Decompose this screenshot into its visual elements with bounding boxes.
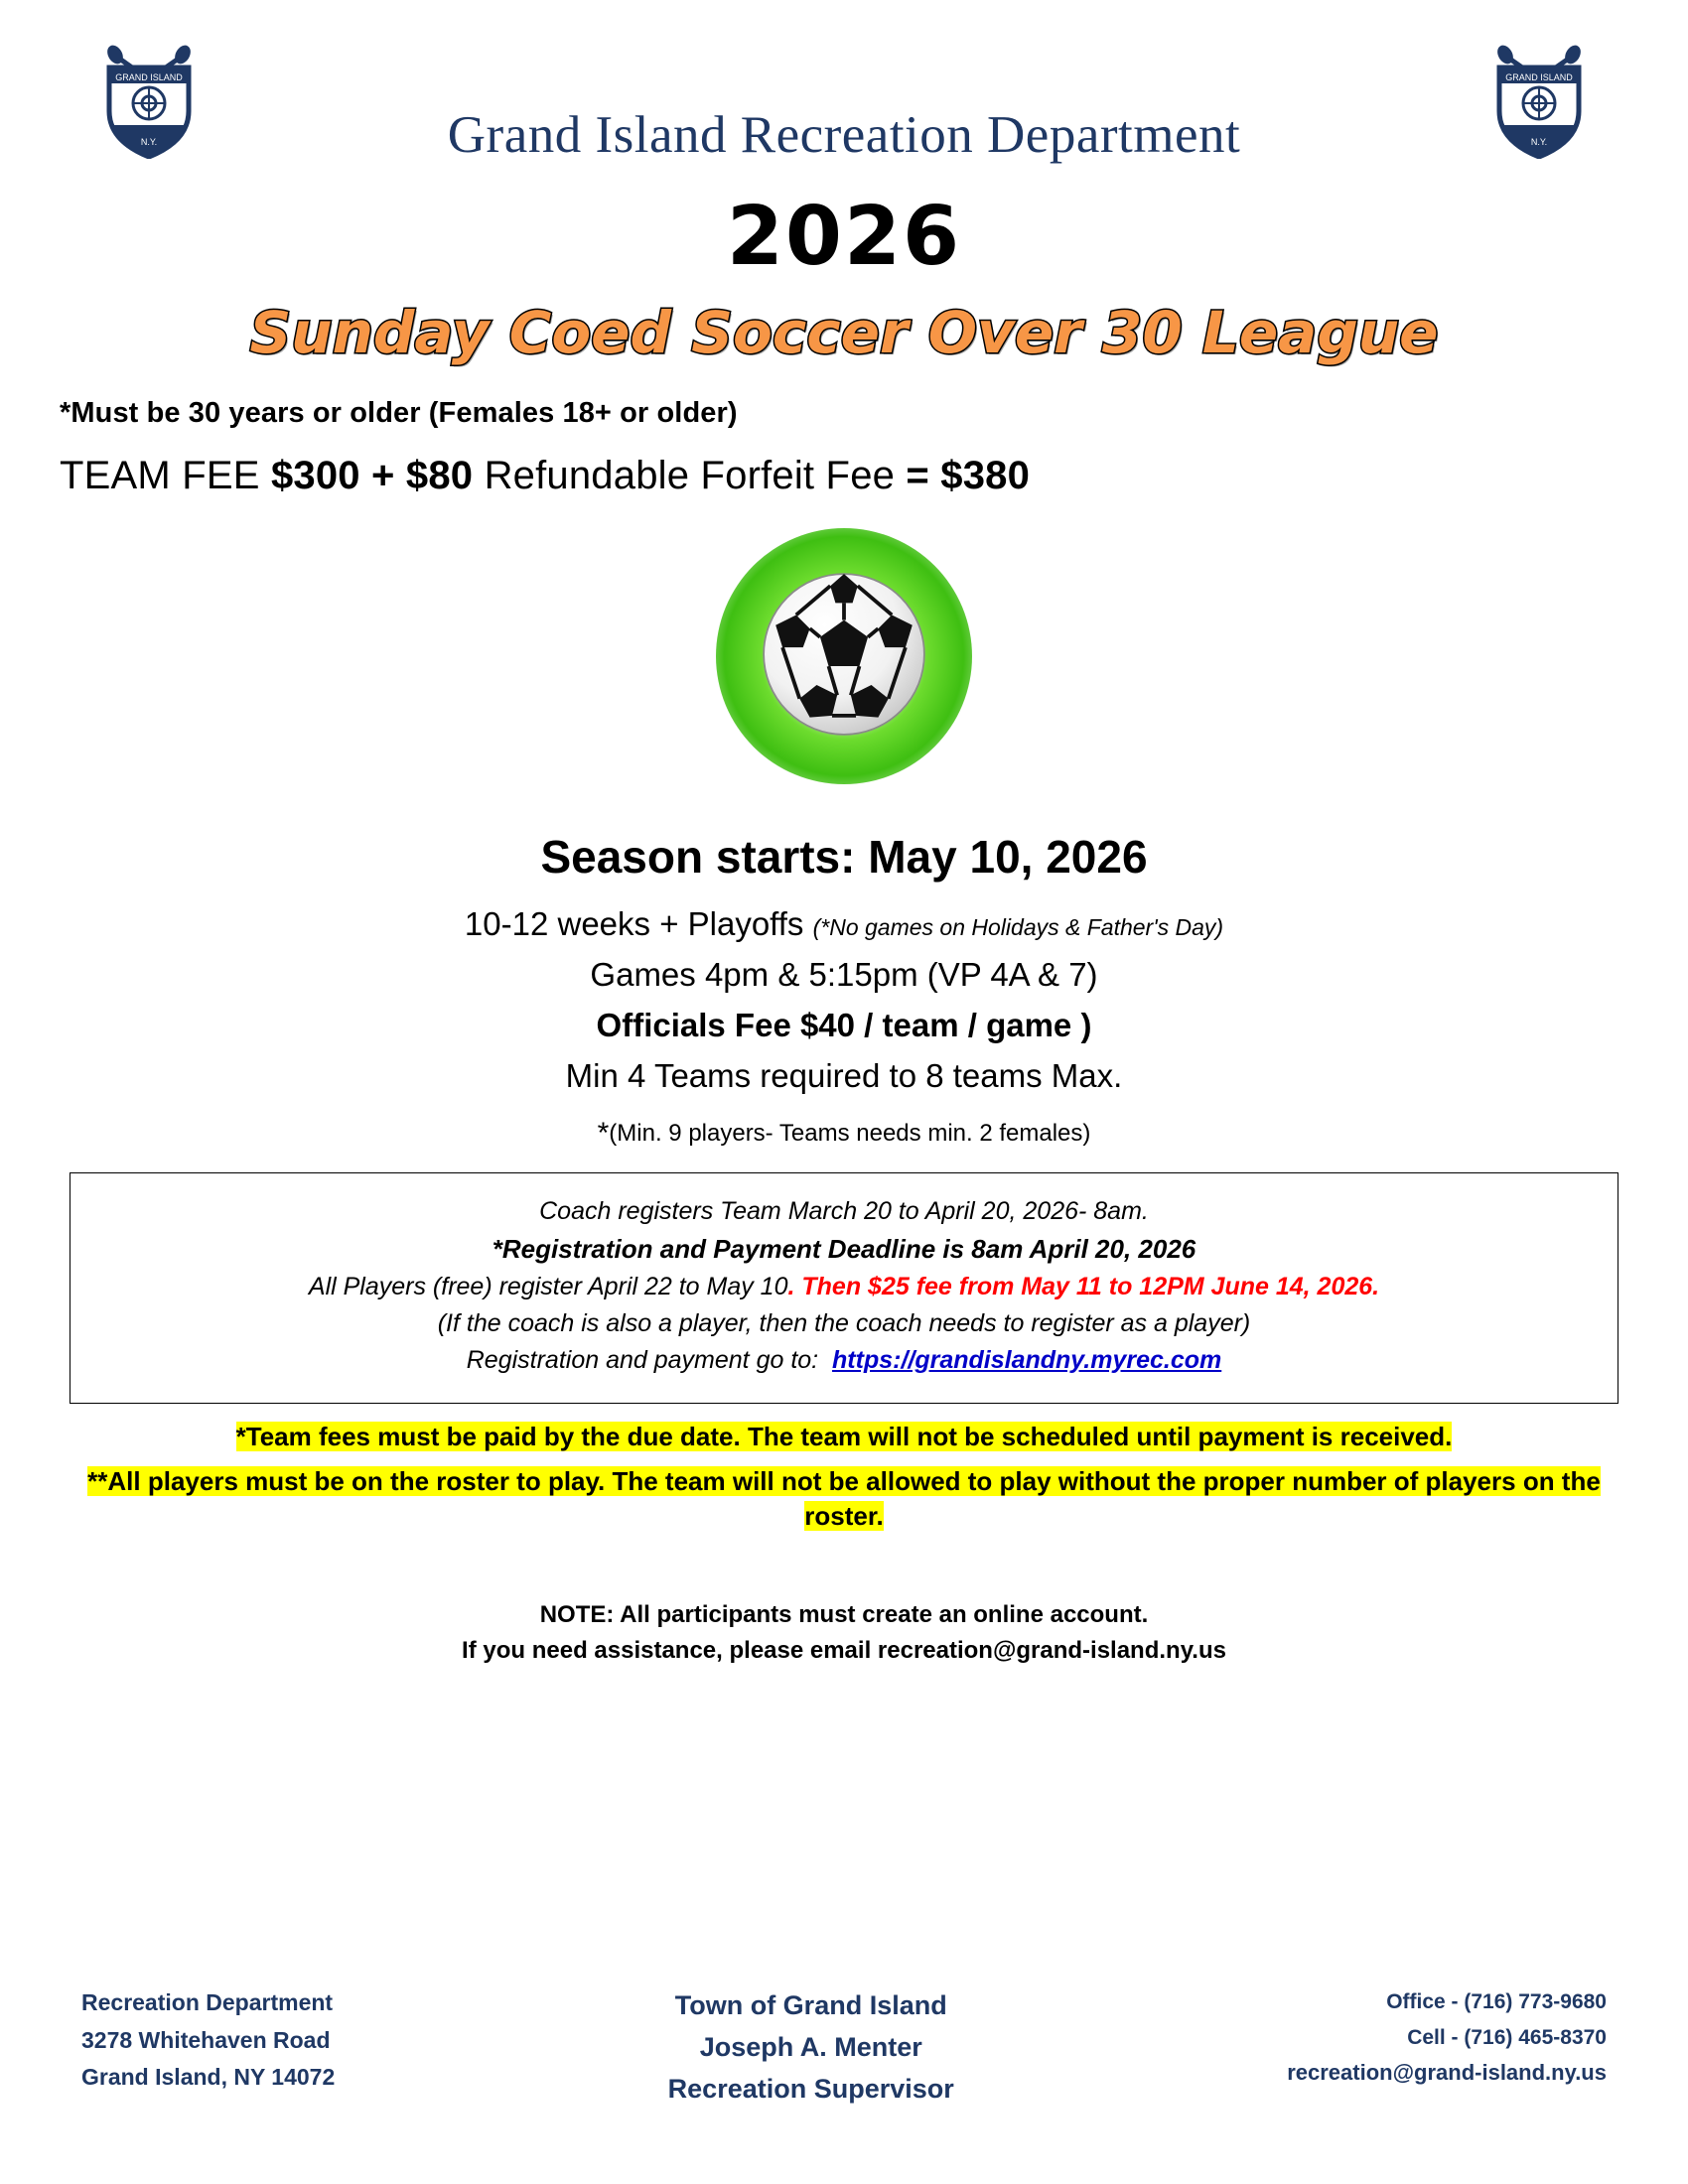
svg-text:GRAND ISLAND: GRAND ISLAND <box>115 72 183 82</box>
league-heading-wrap <box>60 299 1628 366</box>
reg-deadline-line: *Registration and Payment Deadline is 8am April 20, 2026 <box>492 1234 1196 1264</box>
account-note-line2: If you need assistance, please email recreation@grand-island.ny.us <box>462 1637 1226 1665</box>
registration-box <box>70 1172 1618 1404</box>
fee-prefix: TEAM FEE <box>60 454 271 497</box>
footer-office-phone: Office - (716) 773-9680 <box>1386 1990 1607 2014</box>
season-start: Season starts: May 10, 2026 <box>540 831 1148 883</box>
registration-link[interactable]: https://grandislandny.myrec.com <box>832 1346 1222 1374</box>
footer-supervisor-title: Recreation Supervisor <box>667 2074 954 2105</box>
page-title: Grand Island Recreation Department <box>447 106 1241 164</box>
team-count: Min 4 Teams required to 8 teams Max. <box>565 1057 1123 1094</box>
footer-contact-info <box>1287 1984 1628 2091</box>
league-heading: Sunday Coed Soccer Over 30 League <box>249 299 1439 366</box>
reg-link-label: Registration and payment go to: <box>466 1346 819 1374</box>
team-fee-line <box>60 454 1628 498</box>
asterisk: * <box>597 1117 610 1150</box>
footer-email[interactable]: recreation@grand-island.ny.us <box>1287 2060 1607 2085</box>
warning-fees-text: *Team fees must be paid by the due date. The team will not be scheduled until payment is received. <box>235 1422 1453 1451</box>
warning-fees <box>60 1420 1628 1454</box>
grand-island-seal-icon <box>1487 42 1591 159</box>
reg-link-line <box>90 1346 1598 1375</box>
footer-town: Town of Grand Island <box>674 1990 947 2021</box>
footer-supervisor-name: Joseph A. Menter <box>699 2032 922 2063</box>
footer-address-line2: 3278 Whitehaven Road <box>81 2026 331 2053</box>
footer <box>60 1984 1628 2111</box>
account-note-line1: NOTE: All participants must create an online account. <box>539 1601 1149 1629</box>
footer-address-line1: Recreation Department <box>81 1989 334 2016</box>
svg-text:N.Y.: N.Y. <box>1530 137 1548 147</box>
footer-address <box>60 1984 335 2096</box>
soccer-ball-icon <box>759 569 929 745</box>
officials-fee: Officials Fee $40 / team / game ) <box>596 1007 1092 1043</box>
age-requirement: *Must be 30 years or older (Females 18+ or older) <box>60 397 738 429</box>
soccer-ball-wrap <box>60 528 1628 784</box>
fee-middle: Refundable Forfeit Fee <box>473 454 907 497</box>
grand-island-seal-icon <box>97 42 201 159</box>
reg-players-line <box>90 1273 1598 1301</box>
reg-late-fee: . Then $25 fee from May 11 to 12PM June 14, 2026. <box>787 1273 1380 1300</box>
season-weeks-text: 10-12 weeks + Playoffs <box>464 905 813 942</box>
warning-roster <box>60 1464 1628 1534</box>
warning-roster-text: **All players must be on the roster to play. The team will not be allowed to play without the proper number of players on the roster. <box>87 1466 1601 1532</box>
footer-contact-person <box>668 1984 954 2111</box>
reg-coach-player-note: (If the coach is also a player, then the coach needs to register as a player) <box>437 1309 1251 1337</box>
reg-players-free: All Players (free) register April 22 to May 10 <box>308 1273 788 1300</box>
footer-address-line3: Grand Island, NY 14072 <box>81 2063 336 2090</box>
footer-cell-phone: Cell - (716) 465-8370 <box>1407 2025 1607 2049</box>
reg-coach-line: Coach registers Team March 20 to April 20, 2026- 8am. <box>539 1197 1149 1225</box>
ball-glow <box>716 528 972 784</box>
fee-total: = $380 <box>906 454 1031 497</box>
season-weeks <box>60 905 1628 943</box>
svg-text:N.Y.: N.Y. <box>140 137 158 147</box>
account-note <box>60 1597 1628 1669</box>
season-weeks-note: (*No games on Holidays & Father's Day) <box>812 914 1224 940</box>
players-note <box>60 1117 1628 1151</box>
fee-team-amount: $300 + $80 <box>270 454 474 497</box>
game-times: Games 4pm & 5:15pm (VP 4A & 7) <box>590 956 1098 993</box>
header <box>60 28 1628 177</box>
year-heading: 2026 <box>726 190 962 284</box>
players-note-text: (Min. 9 players- Teams needs min. 2 females) <box>609 1120 1091 1147</box>
svg-text:GRAND ISLAND: GRAND ISLAND <box>1505 72 1573 82</box>
